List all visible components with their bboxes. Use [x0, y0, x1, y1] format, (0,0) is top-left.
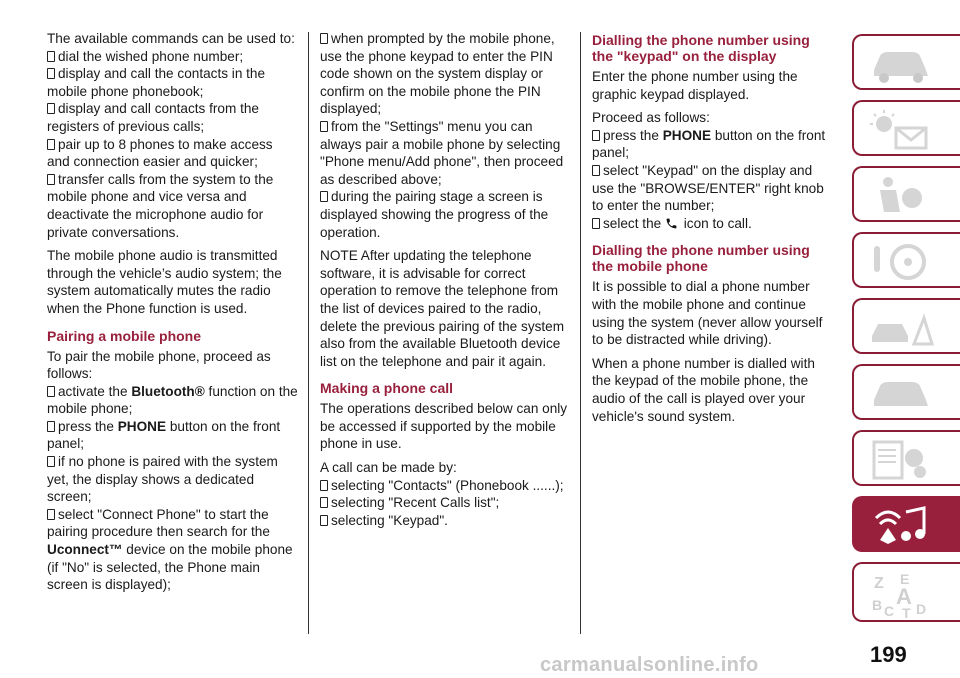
list-item: pair up to 8 phones to make access and connection easier and quicker; [47, 136, 273, 170]
airbag-icon [866, 174, 936, 218]
paragraph: When a phone number is dialled with the keypad of the mobile phone, the audio of the call is played over your vehicle's sound system. [592, 355, 815, 424]
svg-text:Z: Z [874, 575, 884, 592]
column-divider-2 [580, 32, 581, 634]
list-item: when prompted by the mobile phone, use the phone keypad to enter the PIN code shown on the system display or confirm on the mobile phone the PIN displayed; [320, 31, 555, 117]
index-icon [866, 570, 936, 618]
bullet-icon [47, 68, 55, 79]
steering-wheel-icon [866, 240, 936, 284]
paragraph: Proceed as follows: [592, 110, 710, 126]
column-3 [592, 30, 832, 431]
svg-text:T: T [902, 605, 911, 618]
car-icon [866, 42, 936, 86]
bullet-icon [47, 51, 55, 62]
bullet-icon [47, 509, 55, 520]
tab-multimedia[interactable] [852, 496, 960, 552]
column-1 [47, 30, 299, 594]
tab-warning-lights[interactable] [852, 100, 960, 156]
section-heading: Pairing a mobile phone [47, 327, 202, 344]
list-item: select the icon to call. [592, 215, 832, 233]
list-item: press the PHONE button on the front panel; [592, 127, 826, 161]
list-item: if no phone is paired with the system yet, the display shows a dedicated screen; [47, 454, 278, 505]
list-item: select "Connect Phone" to start the pairing procedure then search for the Uconnect™ device on the mobile phone (if "No" is selected, the Phone main screen is displayed); [47, 506, 293, 593]
intro-text: The available commands can be used to: [47, 31, 295, 46]
svg-text:A: A [896, 584, 912, 609]
tab-index[interactable] [852, 562, 960, 622]
column-2 [320, 30, 572, 529]
bullet-icon [47, 103, 55, 114]
paragraph: A call can be made by: [320, 460, 457, 476]
bullet-icon [592, 218, 600, 229]
note-text: NOTE After updating the telephone software, it is advisable for correct operation to remove the telephone from the list of devices paired to the radio, delete the previous pairing of the system also from the available Bluetooth device list on the telephone and pair it again. [320, 248, 565, 369]
bullet-icon [592, 165, 600, 176]
svg-text:B: B [872, 597, 883, 613]
svg-text:D: D [916, 601, 927, 617]
bullet-icon [320, 480, 328, 491]
specs-icon [866, 438, 936, 482]
multimedia-icon [866, 504, 936, 548]
bullet-icon [320, 515, 328, 526]
page-number: 199 [870, 642, 907, 667]
list-item: selecting "Recent Calls list"; [320, 494, 572, 512]
list-item: selecting "Keypad". [320, 512, 572, 530]
tab-starting-driving[interactable] [852, 232, 960, 288]
svg-text:C: C [884, 603, 895, 618]
section-heading: Dialling the phone number using the "keypad" on the display [592, 32, 810, 64]
bullet-icon [320, 121, 328, 132]
car-service-icon [866, 372, 936, 416]
bullet-icon [320, 33, 328, 44]
tab-car[interactable] [852, 34, 960, 90]
list-item: transfer calls from the system to the mobile phone and vice versa and deactivate the microphone audio for private conversations. [47, 171, 274, 240]
bullet-icon [592, 130, 600, 141]
bullet-icon [47, 174, 55, 185]
bullet-icon [47, 456, 55, 467]
breakdown-icon [866, 306, 936, 350]
list-item: dial the wished phone number; [47, 48, 299, 66]
tab-safety[interactable] [852, 166, 960, 222]
section-heading: Making a phone call [320, 380, 454, 397]
section-heading: Dialling the phone number using the mobile phone [592, 242, 810, 275]
paragraph: To pair the mobile phone, proceed as follows: [47, 348, 271, 382]
list-item: display and call the contacts in the mobile phone phonebook; [47, 66, 266, 99]
bullet-icon [320, 497, 328, 508]
svg-text:E: E [900, 571, 910, 587]
tab-maintenance[interactable] [852, 364, 960, 420]
column-divider-1 [308, 32, 309, 634]
list-item: select "Keypad" on the display and use the "BROWSE/ENTER" right knob to enter the number; [592, 162, 824, 214]
bullet-icon [47, 386, 55, 397]
bullet-icon [320, 191, 328, 202]
watermark: carmanualsonline.info [540, 654, 759, 676]
list-item: press the PHONE button on the front panel; [47, 418, 281, 452]
paragraph: It is possible to dial a phone number with the mobile phone and continue using the system (never allow yourself to be distracted while driving). [592, 279, 823, 348]
paragraph: The operations described below can only be accessed if supported by the mobile phone in use. [320, 401, 568, 452]
paragraph: The mobile phone audio is transmitted through the vehicle’s audio system; the system automatically mutes the radio when the Phone function is used. [47, 248, 282, 316]
warning-lights-icon [866, 108, 936, 152]
bullet-icon [47, 139, 55, 150]
list-item: during the pairing stage a screen is displayed showing the progress of the operation. [320, 189, 549, 240]
tab-emergency[interactable] [852, 298, 960, 354]
bullet-icon [47, 421, 55, 432]
tab-technical-data[interactable] [852, 430, 960, 486]
paragraph: Enter the phone number using the graphic keypad displayed. [592, 69, 798, 102]
list-item: selecting "Contacts" (Phonebook ......); [320, 477, 572, 495]
list-item: activate the Bluetooth® function on the mobile phone; [47, 383, 298, 417]
list-item: display and call contacts from the registers of previous calls; [47, 101, 259, 134]
phone-icon [665, 217, 678, 230]
list-item: from the "Settings" menu you can always pair a mobile phone by selecting "Phone menu/Add phone", then proceed as described above; [320, 118, 564, 187]
